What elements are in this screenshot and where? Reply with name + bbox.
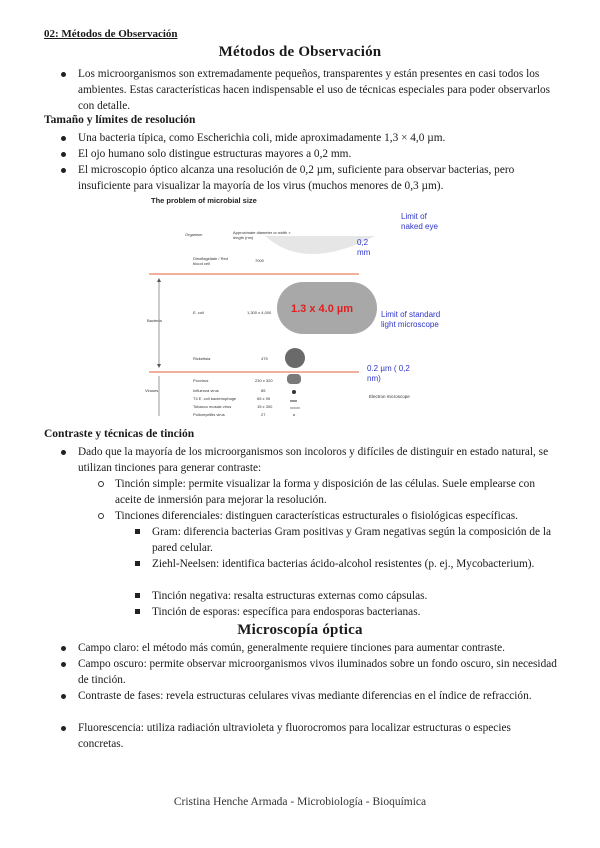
row-value: 7000 — [255, 258, 264, 263]
circle-bullet-icon — [98, 481, 104, 487]
column-dimension: Approximate diameter or width × length (nm) — [233, 230, 291, 240]
column-organism: Organism — [185, 232, 203, 237]
bullet-icon — [61, 450, 66, 455]
row-value: 65 x 95 — [257, 396, 271, 401]
optic-item-1: Campo claro: el método más común, generalmente requiere tinciones para aumentar contraste. — [78, 642, 505, 654]
page-footer: Cristina Henche Armada - Microbiología - Bioquímica — [173, 796, 427, 808]
bullet-icon — [61, 168, 66, 173]
stain-gram: Gram: diferencia bacterias Gram positivas y Gram negativas según la composición de la pared celular. — [152, 526, 552, 554]
stain-ziehl: Ziehl-Neelsen: identifica bacterias ácido-alcohol resistentes (p. ej., Mycobacterium). — [152, 558, 535, 570]
heading-tamano: Tamaño y límites de resolución — [44, 114, 196, 126]
influenza-shape — [292, 390, 296, 394]
title-microscopia: Microscopía óptica — [237, 622, 363, 638]
square-bullet-icon — [135, 609, 140, 614]
section-header: 02: Métodos de Observación — [44, 28, 178, 40]
row-name: Rickettsia — [193, 356, 211, 361]
bullet-icon — [61, 662, 66, 667]
stain-simple: Tinción simple: permite visualizar la forma y disposición de las células. Suele emplearse con aceite de inmersión para mejorar la resolución. — [115, 478, 535, 506]
row-value: 230 x 320 — [255, 378, 273, 383]
annotation-eye-value: 0,2 mm — [357, 238, 371, 257]
bullet-icon — [61, 726, 66, 731]
polio-shape — [293, 414, 295, 416]
square-bullet-icon — [135, 593, 140, 598]
bullet-icon — [61, 646, 66, 651]
stain-intro: Dado que la mayoría de los microorganismos son incoloros y difíciles de distinguir en estado natural, se utilizan tinciones para generar contraste: — [78, 446, 549, 474]
bullet-icon — [61, 72, 66, 77]
row-value: 1,300 x 4,000 — [247, 310, 272, 315]
title-metodos: Métodos de Observación — [218, 44, 382, 60]
row-name: E. coli — [193, 310, 204, 315]
circle-bullet-icon — [98, 513, 104, 519]
size-item-3: El microscopio óptico alcanza una resolución de 0,2 µm, suficiente para observar bacterias, pero insuficiente para visualizar la mayoría de los virus (muchos menores de 0,3 µm). — [78, 164, 515, 192]
row-name: Tobacco mosaic virus — [193, 404, 232, 409]
row-name: Dinoflagellate / Red blood cell — [193, 256, 228, 266]
row-name: Poliomyelitis virus — [193, 412, 225, 417]
row-value: 15 x 300 — [257, 404, 273, 409]
row-name: Poxvirus — [193, 378, 209, 383]
row-name: Influenza virus — [193, 388, 219, 393]
annotation-ecoli-size: 1.3 x 4.0 µm — [291, 303, 353, 315]
stain-negative: Tinción negativa: resalta estructuras externas como cápsulas. — [152, 590, 428, 602]
square-bullet-icon — [135, 529, 140, 534]
label-viruses: Viruses — [145, 388, 159, 393]
arrow-up-icon — [157, 278, 161, 282]
bullet-icon — [61, 694, 66, 699]
optic-item-4: Fluorescencia: utiliza radiación ultravioleta y fluorocromos para localizar estructuras o especies concretas. — [78, 722, 511, 750]
bullet-icon — [61, 136, 66, 141]
optic-item-2: Campo oscuro: permite observar microorganismos vivos iluminados sobre un fondo oscuro, sin necesidad de tinción. — [78, 658, 557, 686]
annotation-light-microscope: Limit of standard light microscope — [381, 310, 441, 329]
optic-item-3: Contraste de fases: revela estructuras celulares vivas mediante diferencias en el índice de refracción. — [78, 690, 532, 702]
annotation-naked-eye: Limit of naked eye — [401, 212, 438, 231]
row-value: 85 — [261, 388, 266, 393]
label-bacteria: Bacteria — [147, 318, 162, 323]
size-item-2: El ojo humano solo distingue estructuras mayores a 0,2 mm. — [78, 148, 352, 160]
label-electron-microscope: Electron microscope — [369, 394, 410, 399]
bullet-icon — [61, 152, 66, 157]
microbial-size-figure — [145, 196, 445, 424]
heading-contraste: Contraste y técnicas de tinción — [44, 428, 195, 440]
annotation-02um: 0.2 µm ( 0,2 nm) — [367, 364, 410, 383]
arrow-down-icon — [157, 364, 161, 368]
intro-paragraph: Los microorganismos son extremadamente pequeños, transparentes y están presentes en casi todos los ambientes. Estas características hacen indispensable el uso de técnicas especiales para poder observarlos con detalle. — [78, 68, 551, 112]
size-item-1: Una bacteria típica, como Escherichia coli, mide aproximadamente 1,3 × 4,0 µm. — [78, 132, 446, 144]
figure-title: The problem of microbial size — [151, 196, 257, 205]
stain-spores: Tinción de esporas: específica para endosporas bacterianas. — [152, 606, 421, 618]
row-value: 27 — [261, 412, 266, 417]
rickettsia-shape — [285, 348, 305, 368]
stain-differential: Tinciones diferenciales: distinguen características estructurales o fisiológicas específicas. — [115, 510, 518, 522]
square-bullet-icon — [135, 561, 140, 566]
poxvirus-shape — [287, 374, 301, 384]
row-name: T4 E. coli bacteriophage — [193, 396, 237, 401]
row-value: 475 — [261, 356, 268, 361]
